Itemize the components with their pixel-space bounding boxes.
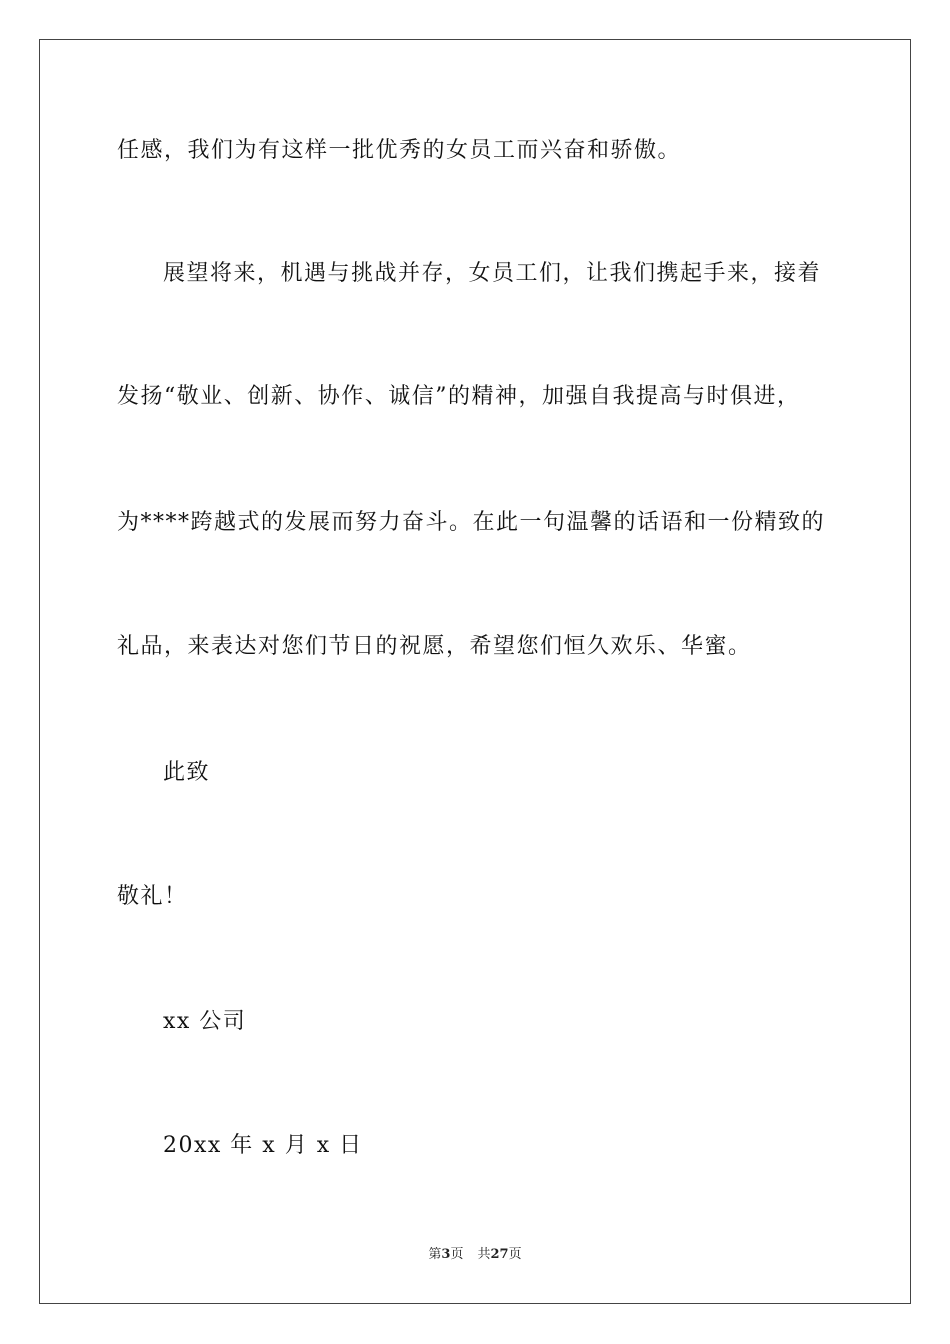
closing-regards: 敬礼！ — [117, 884, 188, 909]
footer-total-suffix: 页 — [508, 1247, 522, 1262]
paragraph-line-2: 展望将来，机遇与挑战并存，女员工们，让我们携起手来，接着 — [163, 261, 822, 286]
signature-company: xx 公司 — [163, 1009, 247, 1034]
paragraph-line-3: 发扬“敬业、创新、协作、诚信”的精神，加强自我提高与时俱进， — [117, 384, 801, 409]
paragraph-line-5: 礼品，来表达对您们节日的祝愿，希望您们恒久欢乐、华蜜。 — [117, 634, 752, 659]
paragraph-line-4: 为****跨越式的发展而努力奋斗。在此一句温馨的话语和一份精致的 — [117, 510, 826, 535]
page-footer — [0, 1246, 950, 1264]
closing-salutation: 此致 — [163, 760, 211, 785]
footer-total-prefix: 共 — [477, 1247, 491, 1262]
footer-page-prefix: 第 — [428, 1247, 442, 1262]
page-border — [39, 39, 911, 1304]
footer-page-number: 3 — [441, 1247, 451, 1262]
footer-total-pages: 27 — [490, 1247, 509, 1262]
footer-page-suffix: 页 — [450, 1247, 464, 1262]
paragraph-line-1: 任感，我们为有这样一批优秀的女员工而兴奋和骄傲。 — [117, 138, 682, 163]
signature-date: 20xx 年 x 月 x 日 — [163, 1133, 363, 1158]
